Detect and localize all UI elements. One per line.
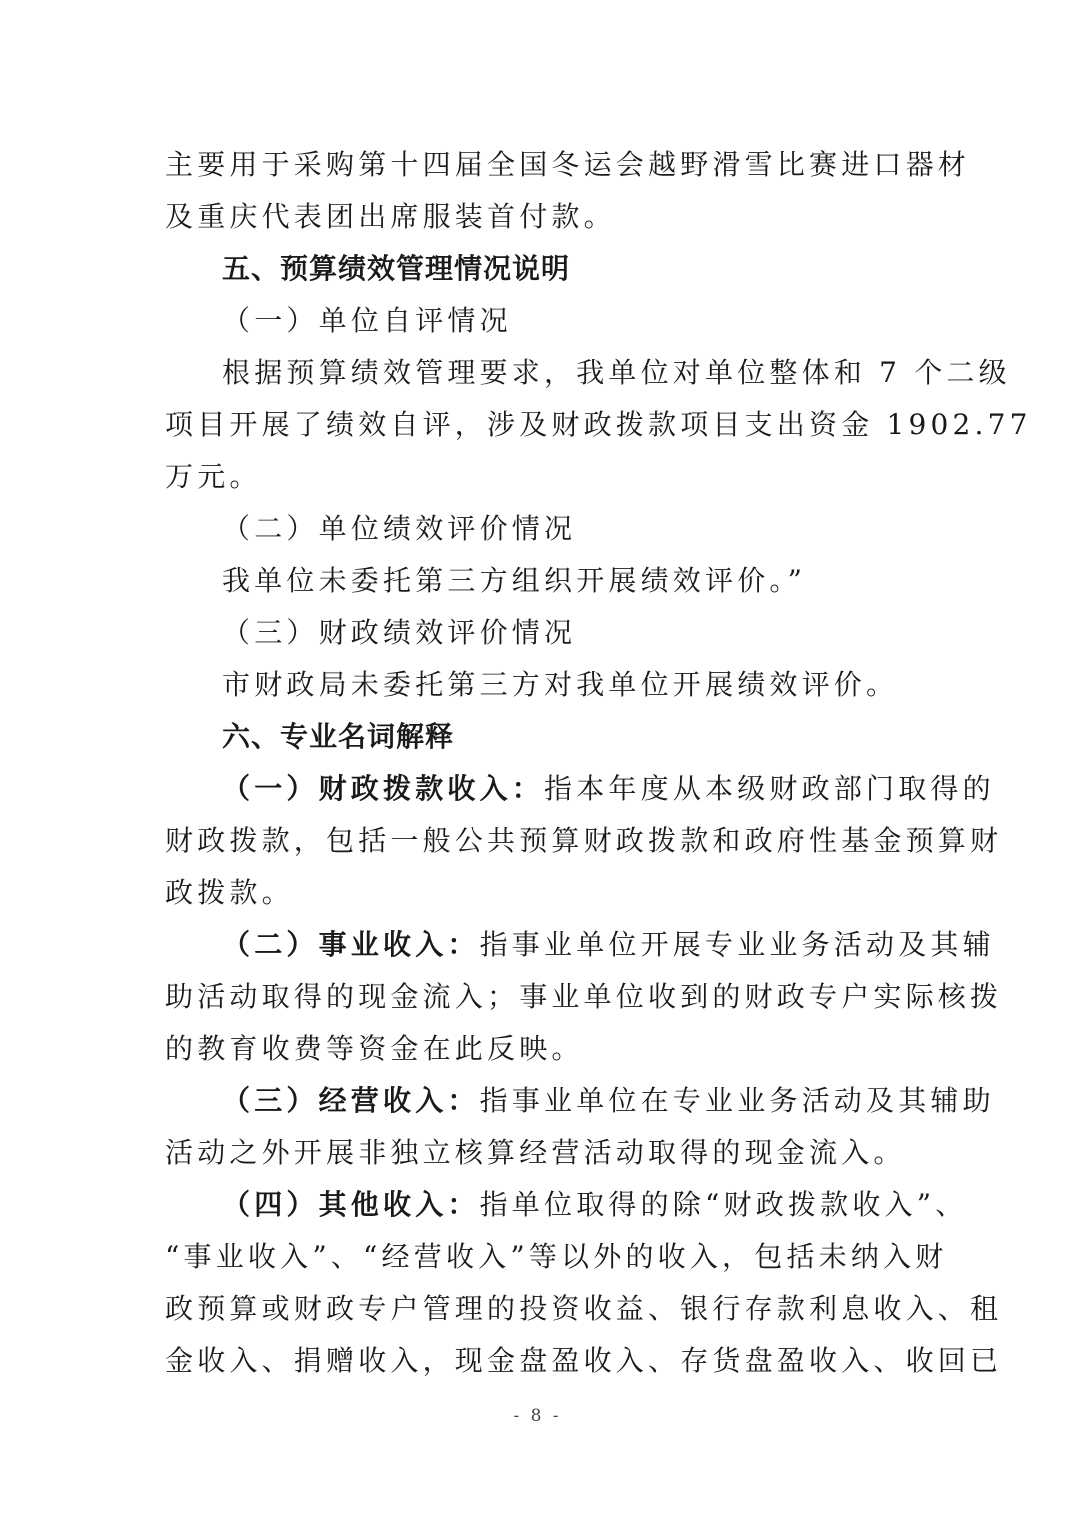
body-text-line: 根据预算绩效管理要求，我单位对单位整体和 7 个二级 [222, 356, 1011, 389]
body-text-line: 的教育收费等资金在此反映。 [165, 1032, 584, 1065]
body-text-line: 政拨款。 [165, 876, 294, 909]
body-text-line: 助活动取得的现金流入；事业单位收到的财政专户实际核拨 [165, 980, 1003, 1013]
term-text: 指本年度从本级财政部门取得的 [544, 772, 995, 805]
term-definition [222, 771, 995, 807]
term-text: 指事业单位在专业业务活动及其辅助 [479, 1084, 995, 1117]
body-text-line: 项目开展了绩效自评，涉及财政拨款项目支出资金 1902.77 [165, 408, 1032, 441]
term-label: （二）事业收入： [222, 928, 480, 961]
body-text-line: 金收入、捐赠收入，现金盘盈收入、存货盘盈收入、收回已 [165, 1344, 1003, 1377]
body-text-line: 市财政局未委托第三方对我单位开展绩效评价。 [222, 668, 899, 701]
term-definition [222, 1187, 967, 1223]
body-text-line: 主要用于采购第十四届全国冬运会越野滑雪比赛进口器材 [165, 148, 971, 181]
term-label: （一）财政拨款收入： [222, 772, 545, 805]
term-definition [222, 1083, 995, 1119]
section-heading-5: 五、预算绩效管理情况说明 [222, 252, 571, 285]
body-text-line: 及重庆代表团出席服装首付款。 [165, 200, 616, 233]
term-label: （四）其他收入： [222, 1188, 480, 1221]
term-text: 指事业单位开展专业业务活动及其辅 [479, 928, 995, 961]
body-text-line: 我单位未委托第三方组织开展绩效评价。” [222, 564, 807, 597]
body-text-line: “事业收入”、“经营收入”等以外的收入，包括未纳入财 [165, 1240, 948, 1273]
subsection-title: （三）财政绩效评价情况 [222, 616, 577, 649]
section-heading-6: 六、专业名词解释 [222, 720, 455, 753]
subsection-title: （一）单位自评情况 [222, 304, 512, 337]
body-text-line: 万元。 [165, 460, 262, 493]
body-text-line: 财政拨款，包括一般公共预算财政拨款和政府性基金预算财 [165, 824, 1003, 857]
body-text-line: 活动之外开展非独立核算经营活动取得的现金流入。 [165, 1136, 906, 1169]
page-number: - 8 - [513, 1406, 562, 1426]
term-text: 指单位取得的除“财政拨款收入”、 [479, 1188, 968, 1221]
body-text-line: 政预算或财政专户管理的投资收益、银行存款利息收入、租 [165, 1292, 1003, 1325]
subsection-title: （二）单位绩效评价情况 [222, 512, 577, 545]
term-definition [222, 927, 995, 963]
term-label: （三）经营收入： [222, 1084, 480, 1117]
